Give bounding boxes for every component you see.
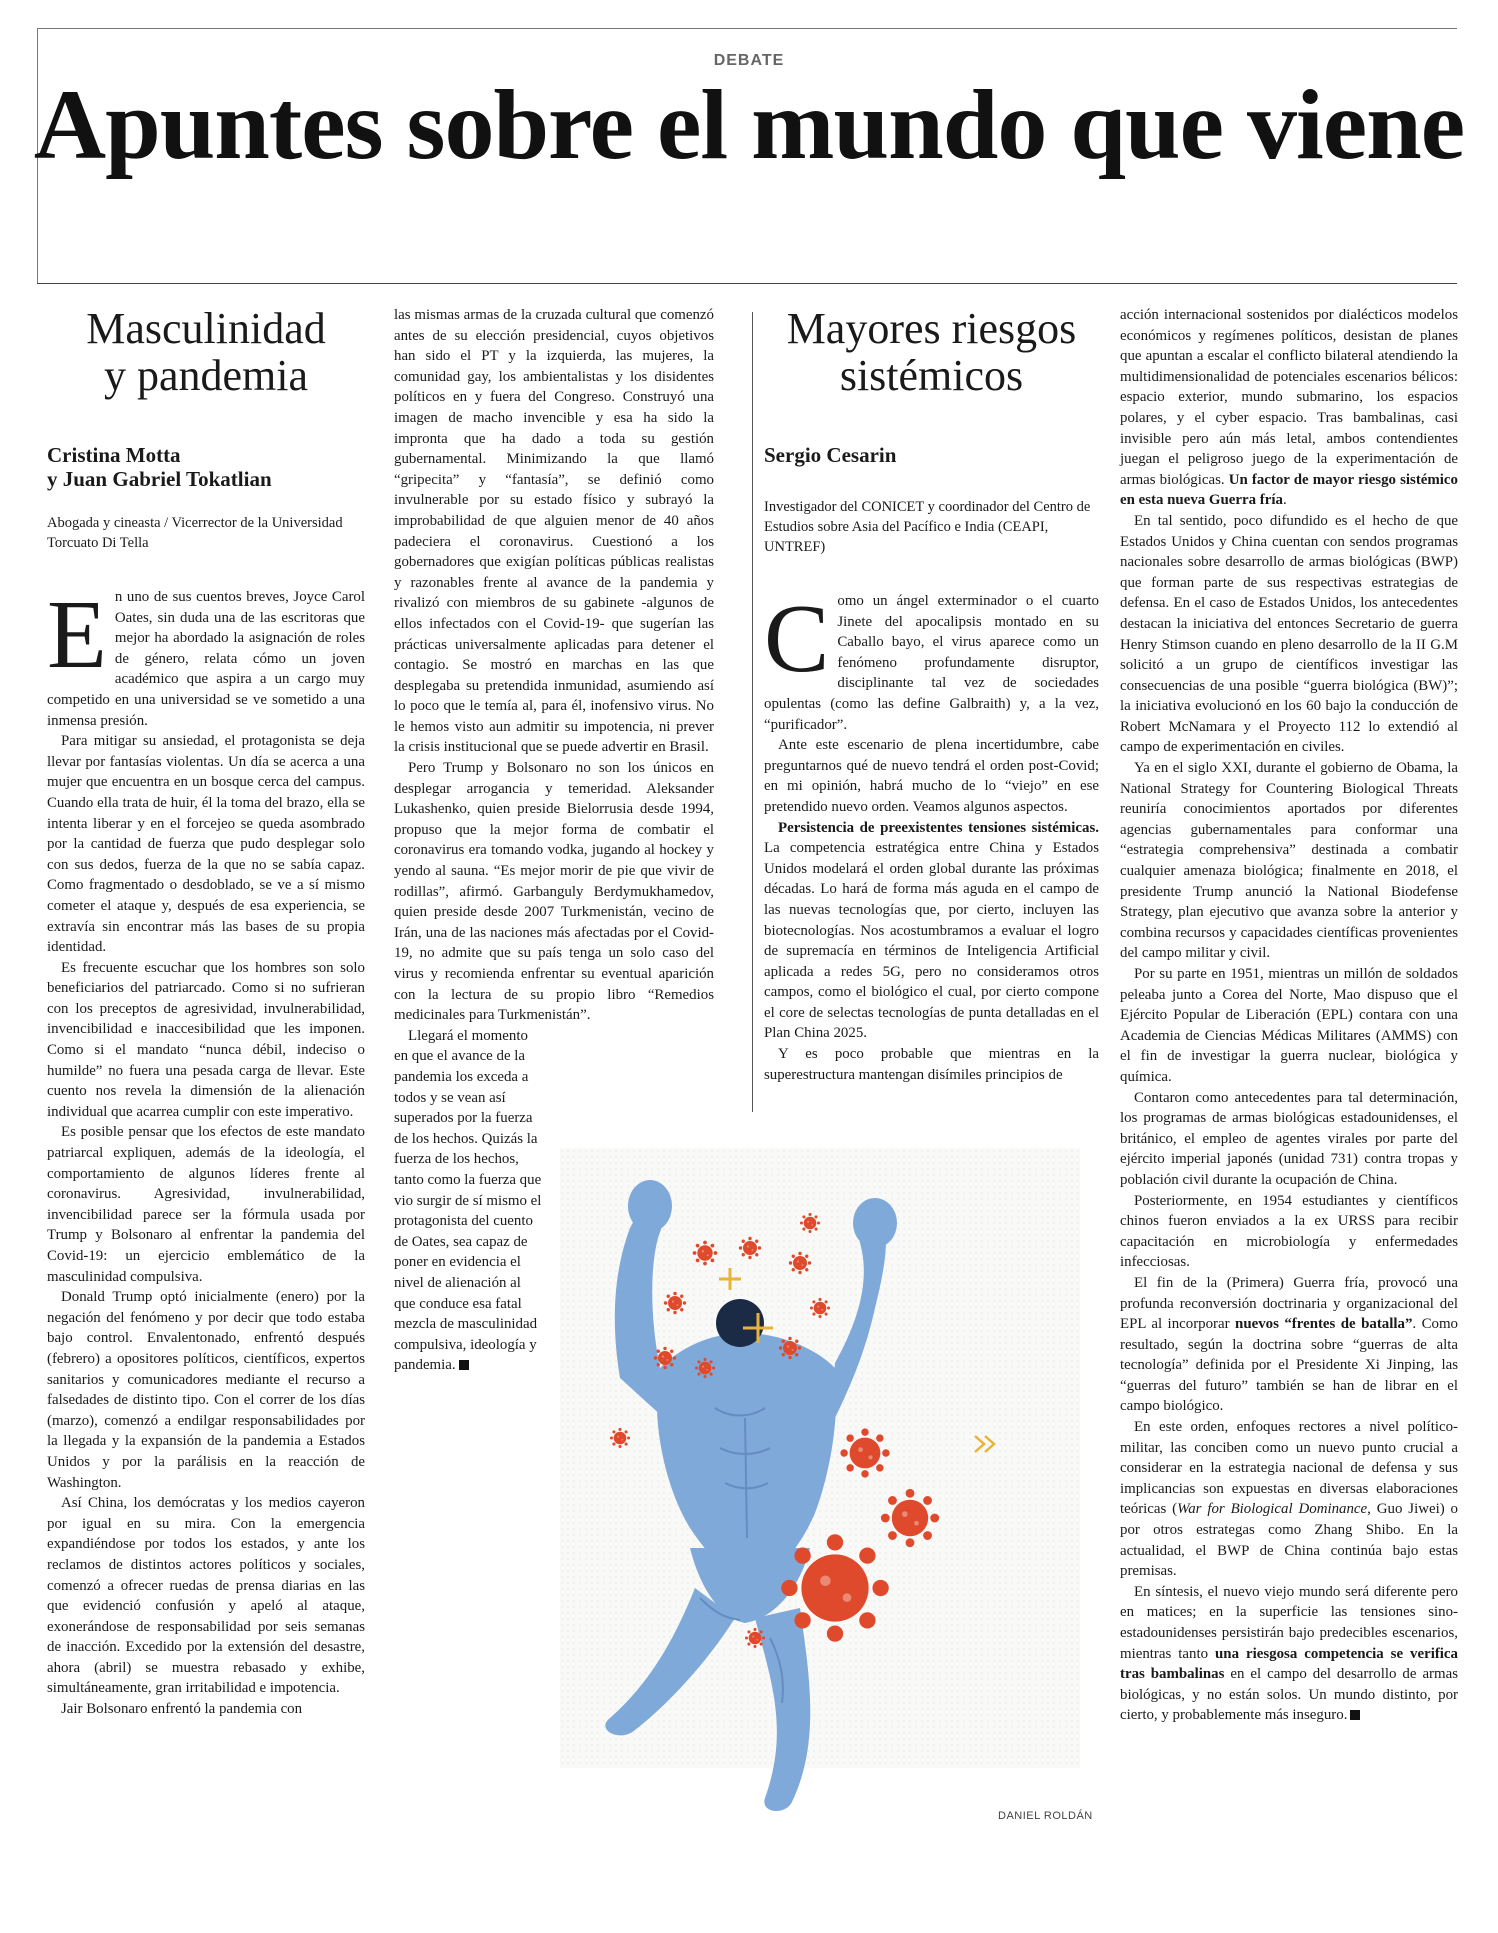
article1-paragraph: Así China, los demócratas y los medios cayeron por igual en su mira. Con la emergencia expandiéndose por todos los estados, y ante los reclamos de distintos actores políticos y sociales, comenzó a ofrecer ruedas de prensa diarias en las que evidenció confusión y apeló al ataque, exonerándose de responsabilidad por seis semanas de inacción. Excedido por la extensión del desastre, ahora (abril) se muestra rebasado y exhibe, simultáneamente, gran irritabilidad e impotencia. xyxy=(47,1495,365,1697)
article2-title xyxy=(764,305,1099,399)
article2-paragraph xyxy=(1120,1582,1458,1726)
article1-paragraph xyxy=(47,581,365,731)
article2-paragraph: Por su parte en 1951, mientras un millón de soldados peleaba junto a Corea del Norte, Mao dispuso que el Ejército Popular de Liberación (EPL) contara con una Academia de Ciencias Médicas Militares (AMMS) con el fin de investigar la guerra nuclear, biológica y química. xyxy=(1120,966,1458,1085)
article2-paragraph-text: en el campo del desarrollo de armas biológicas, y no están solos. Un mundo distinto, por cierto, y probablemente más inseguro. xyxy=(1120,1666,1458,1724)
article2-author-bio: Investigador del CONICET y coordinador del Centro de Estudios sobre Asia del Pacífico e India (CEAPI, UNTREF) xyxy=(764,499,1091,555)
article1-paragraph: Jair Bolsonaro enfrentó la pandemia con xyxy=(61,1701,303,1718)
article2-paragraph: Ya en el siglo XXI, durante el gobierno de Obama, la National Strategy for Countering Biological Threats reuniría conocimientos aportados por diferentes agencias gubernamentales para conformar una “estrategia comprehensiva” destinada a combatir cualquier amenaza biológica; finalmente en 2018, el presidente Trump anunció la National Biodefense Strategy, plan ejecutivo que avanza sobre la anterior y combina recursos y capacidades científicas provenientes del campo militar y civil. xyxy=(1120,760,1458,962)
article2-paragraph: Ante este escenario de plena incertidumbre, cabe preguntarnos qué de nuevo tendrá el orden post-Covid; en mi opinión, habrá mucho de lo “viejo” en ese pretendido nuevo orden. Veamos algunos aspectos. xyxy=(764,737,1099,815)
article1-paragraph: Pero Trump y Bolsonaro no son los únicos en desplegar arrogancia y temeridad. Aleksander Lukashenko, quien preside Bielorrusia desde 1994, propuso que la mejor forma de combatir el coronavirus era tomando vodka, jugando al hockey y yendo al sauna. “Es mejor morir de pie que vivir de rodillas”, afirmó. Garbanguly Berdymukhamedov, quien preside desde 2007 Turkmenistán, vecino de Irán, una de las naciones más afectadas por el Covid-19, no admite que su país tenga un solo caso del virus y recomienda enfrentar su eventual aparición con la lectura de su propio libro “Remedios medicinales para Turkmenistán”. xyxy=(394,760,714,1024)
article1-column1 xyxy=(47,305,365,1720)
article1-title xyxy=(47,305,365,399)
header-divider xyxy=(37,283,1457,284)
article2-title-line1: Mayores riesgos xyxy=(786,304,1077,353)
article2-paragraph xyxy=(1120,305,1458,511)
article2-title-line2: sistémicos xyxy=(839,351,1024,400)
article2-paragraph: Contaron como antecedentes para tal determinación, los programas de armas biológicas estadounidenses, el británico, el empleo de agentes virales por parte del ejército imperial japonés (unidad 731) contra tropas y población civil durante la ocupación de China. xyxy=(1120,1089,1458,1188)
article1-dropcap: E xyxy=(47,581,107,689)
article2-paragraph xyxy=(764,585,1099,735)
article1-paragraph-text: n uno de sus cuentos breves, Joyce Carol Oates, sin duda una de las escritoras que mejor ha abordado la asignación de roles de género, relata cómo un joven académico que aspira a un cargo muy competido en una universidad se ve sometido a una inmensa presión. xyxy=(47,589,365,729)
article2-subhead-bold: Persistencia de preexistentes tensiones sistémicas. xyxy=(778,819,1099,836)
article1-byline xyxy=(47,443,365,491)
column-divider xyxy=(752,312,753,1112)
article2-book-title-italic: War for Biological Dominance xyxy=(1177,1501,1368,1518)
page-headline: Apuntes sobre el mundo que viene xyxy=(33,69,1465,180)
article2-paragraph: Y es poco probable que mientras en la superestructura mantengan disímiles principios de xyxy=(764,1046,1099,1083)
page-frame-top-rule xyxy=(37,28,1457,29)
article1-title-line2: y pandemia xyxy=(103,351,309,400)
article2-dropcap: C xyxy=(764,585,830,693)
article2-highlight-bold: Un factor de mayor riesgo sistémico en esta nueva Guerra fría xyxy=(1120,471,1458,509)
article2-column2 xyxy=(1120,305,1458,1726)
article1-paragraph: las mismas armas de la cruzada cultural que comenzó antes de su elección presidencial, cuyos objetivos han sido el PT y la izquierda, las mujeres, la comunidad gay, los ambientalistas y los disidentes políticos en y fuera del Congreso. Construyó una imagen de macho invencible y esa ha sido la impronta que ha dado a toda su gestión gubernamental. Minimizando la que llamó “gripecita” y “fantasía”, se definió como invulnerable por su estado físico y subrayó la improbabilidad de que alguien menor de 40 años padeciera el coronavirus. Cuestionó a los gobernadores que exigían políticas públicas realistas y razonables frente al avance de la pandemia y rivalizó con miembros de su gabinete -algunos de ellos infectados con el Covid-19- que sugerían las prácticas universalmente aplicadas para detener el contagio. Se mostró en marchas en las que desplegaba su pretendida inmunidad, asumiendo así lo poco que le temía al, para él, inofensivo virus. No le hemos visto aun admitir su impotencia, ni prever la crisis institucional que se puede advertir en Brasil. xyxy=(394,307,714,756)
end-of-article-mark xyxy=(1350,1710,1360,1720)
article2-paragraph-text: . xyxy=(1282,492,1287,509)
article2-paragraph-text: acción internacional sostenidos por dialécticos modelos económicos y regímenes políticos, desistan de planes que apuntan a escalar el conflicto bilateral atendiendo la multidimensionalidad de potenciales escenarios bélicos: espacio exterior, mundo submarino, los espacios polares, y el cyber espacio. Tras bambalinas, casi invisible pero aún más letal, ambos contendientes juegan el peligroso juego de la experimentación de armas biológicas. xyxy=(1120,307,1458,488)
article1-paragraph: Para mitigar su ansiedad, el protagonista se deja llevar por fantasías violentas. Un día se acerca a una mujer que encuentra en un bosque cerca del campus. Cuando ella trata de huir, él la toma del brazo, ella se intenta liberar y en el forcejeo se queda asombrado por la cantidad de fuerza que pudo desplegar solo con sus dedos, fuerza de la que no se sabía capaz. Como fragmentado o desdoblado, se ve a sí mismo cometer el ataque y, después de esa experiencia, se extravía sin encontrar más las bases de su propia identidad. xyxy=(47,733,365,956)
article1-paragraph: Donald Trump optó inicialmente (enero) por la negación del fenómeno y por decir que todo estaba bajo control. Envalentonado, enfrentó después (febrero) a opositores políticos, científicos, expertos sanitarios y comunicadores mediante el recurso a falsedades de distinto tipo. Con el correr de los días (marzo), comenzó a endilgar responsabilidades por la llegada y la expansión de la pandemia a Estados Unidos y por la parálisis en la reacción de Washington. xyxy=(47,1289,365,1491)
section-kicker: DEBATE xyxy=(713,52,785,69)
article1-closing-text: Llegará el momento en que el avance de la pandemia los exceda a todos y se vean así superados por la fuerza de los hechos. Quizás la fuerza de los hechos, tanto como la fuerza que vio surgir de sí mismo el protagonista del cuento de Oates, sea capaz de poner en evidencia el nivel de alienación al que conduce esa fatal mezcla de masculinidad compulsiva, ideología y pandemia. xyxy=(394,1027,542,1374)
article2-paragraph-text: El fin de la (Primera) Guerra fría, provocó una profunda reconversión doctrinaria y organizacional del EPL al incorporar xyxy=(1120,1274,1458,1333)
article2-paragraph-text: En este orden, enfoques rectores a nivel político-militar, las conciben como un nuevo punto crucial a considerar en la estrategia nacional de defensa y sus implicancias son expuestas en diversas elaboraciones teóricas ( xyxy=(1120,1419,1458,1518)
article2-paragraph-text: . Como resultado, según la doctrina sobre “guerras de alta tecnología” definida por el Presidente Xi Jinping, las “guerras del futuro” también se han de librar en el campo biológico. xyxy=(1120,1316,1458,1415)
article2-highlight-bold: nuevos “frentes de batalla” xyxy=(1235,1316,1413,1333)
article1-byline-line2: y Juan Gabriel Tokatlian xyxy=(47,467,272,491)
article2-paragraph-text: , Guo Jiwei) o por otros estrategas como Zhang Shibo. En la actualidad, el BWP de China continúa bajo estas premisas. xyxy=(1120,1501,1458,1580)
article1-byline-line1: Cristina Motta xyxy=(47,443,181,467)
article2-paragraph-text: La competencia estratégica entre China y Estados Unidos modelará el orden global durante las próximas décadas. Lo hará de forma más aguda en el campo de las nuevas tecnologías que, por cierto, incluyen las biotecnologías. Nos acostumbramos a evaluar el logro de supremacía en términos de Inteligencia Artificial aplicada a redes 5G, pero no consideramos otros campos, como el biológico el cual, por cierto compone el core de selectas tecnologías de punta detalladas en el Plan China 2025. xyxy=(764,840,1099,1042)
article1-author-bio: Abogada y cineasta / Vicerrector de la Universidad Torcuato Di Tella xyxy=(47,515,343,551)
article2-byline: Sergio Cesarin xyxy=(764,443,897,467)
article2-highlight-bold: una riesgosa competencia se verifica tras bambalinas xyxy=(1120,1645,1458,1683)
article2-paragraph: En tal sentido, poco difundido es el hecho de que Estados Unidos y China cuentan con sendos programas nacionales sobre desarrollo de armas biológicas (BWP) que forman parte de sus respectivas estrategias de defensa. En el caso de Estados Unidos, los antecedentes destacan la iniciativa del entonces Secretario de guerra Henry Stimson cuando en pleno desarrollo de la II G.M solicitó a un grupo de científicos investigar las consecuencias de una posible “guerra biológica (BW)”; la iniciativa evolucionó en los 60 bajo la conducción de Robert McNamara y el Proyecto 112 lo extendió al campo de experimentación en civiles. xyxy=(1120,512,1458,756)
muscular-man-virus-illustration xyxy=(500,1118,1100,1830)
illustration-credit: DANIEL ROLDÁN xyxy=(998,1810,1093,1822)
article2-paragraph-text: omo un ángel exterminador o el cuarto Jinete del apocalipsis montado en su Caballo bayo, el virus aparece como un fenómeno profundamente disruptor, disciplinante tal vez de sociedades opulentas (como las define Galbraith) y, a la vez, “purificador”. xyxy=(764,593,1099,733)
article1-paragraph: Es posible pensar que los efectos de este mandato patriarcal expliquen, además de la ideología, el comportamiento de algunos líderes frente al coronavirus. Agresividad, invulnerabilidad, invencibilidad parece ser la fórmula usada por Trump y Bolsonaro al enfrentar la pandemia del Covid-19: un ejercicio emblemático de la masculinidad compulsiva. xyxy=(47,1124,365,1285)
article1-title-line1: Masculinidad xyxy=(86,304,326,353)
article2-column1 xyxy=(764,305,1099,1085)
article2-paragraph xyxy=(1120,1417,1458,1582)
article2-paragraph xyxy=(1120,1273,1458,1417)
article2-paragraph: Posteriormente, en 1954 estudiantes y científicos chinos fueron enviados a la ex URSS para recibir capacitación en microbiología y enfermedades infecciosas. xyxy=(1120,1192,1458,1271)
article1-paragraph: Es frecuente escuchar que los hombres son solo beneficiarios del patriarcado. Como si no sufrieran con los preceptos de agresividad, invulnerabilidad, invencibilidad e inaccesibilidad que les imponen. Como si el mandato “nunca débil, indeciso o humilde” no fuera una pesada carga de llevar. Este cuento nos revela la dimensión de la alienación individual que acarrea cumplir con este imperativo. xyxy=(47,959,365,1120)
article2-paragraph xyxy=(764,818,1099,1045)
article2-paragraph-text: En síntesis, el nuevo viejo mundo será diferente pero en matices; en la superficie las tensiones sino-estadounidenses persistirán bajo predecibles escenarios, mientras tanto xyxy=(1120,1583,1458,1662)
end-of-article-mark xyxy=(459,1360,469,1370)
